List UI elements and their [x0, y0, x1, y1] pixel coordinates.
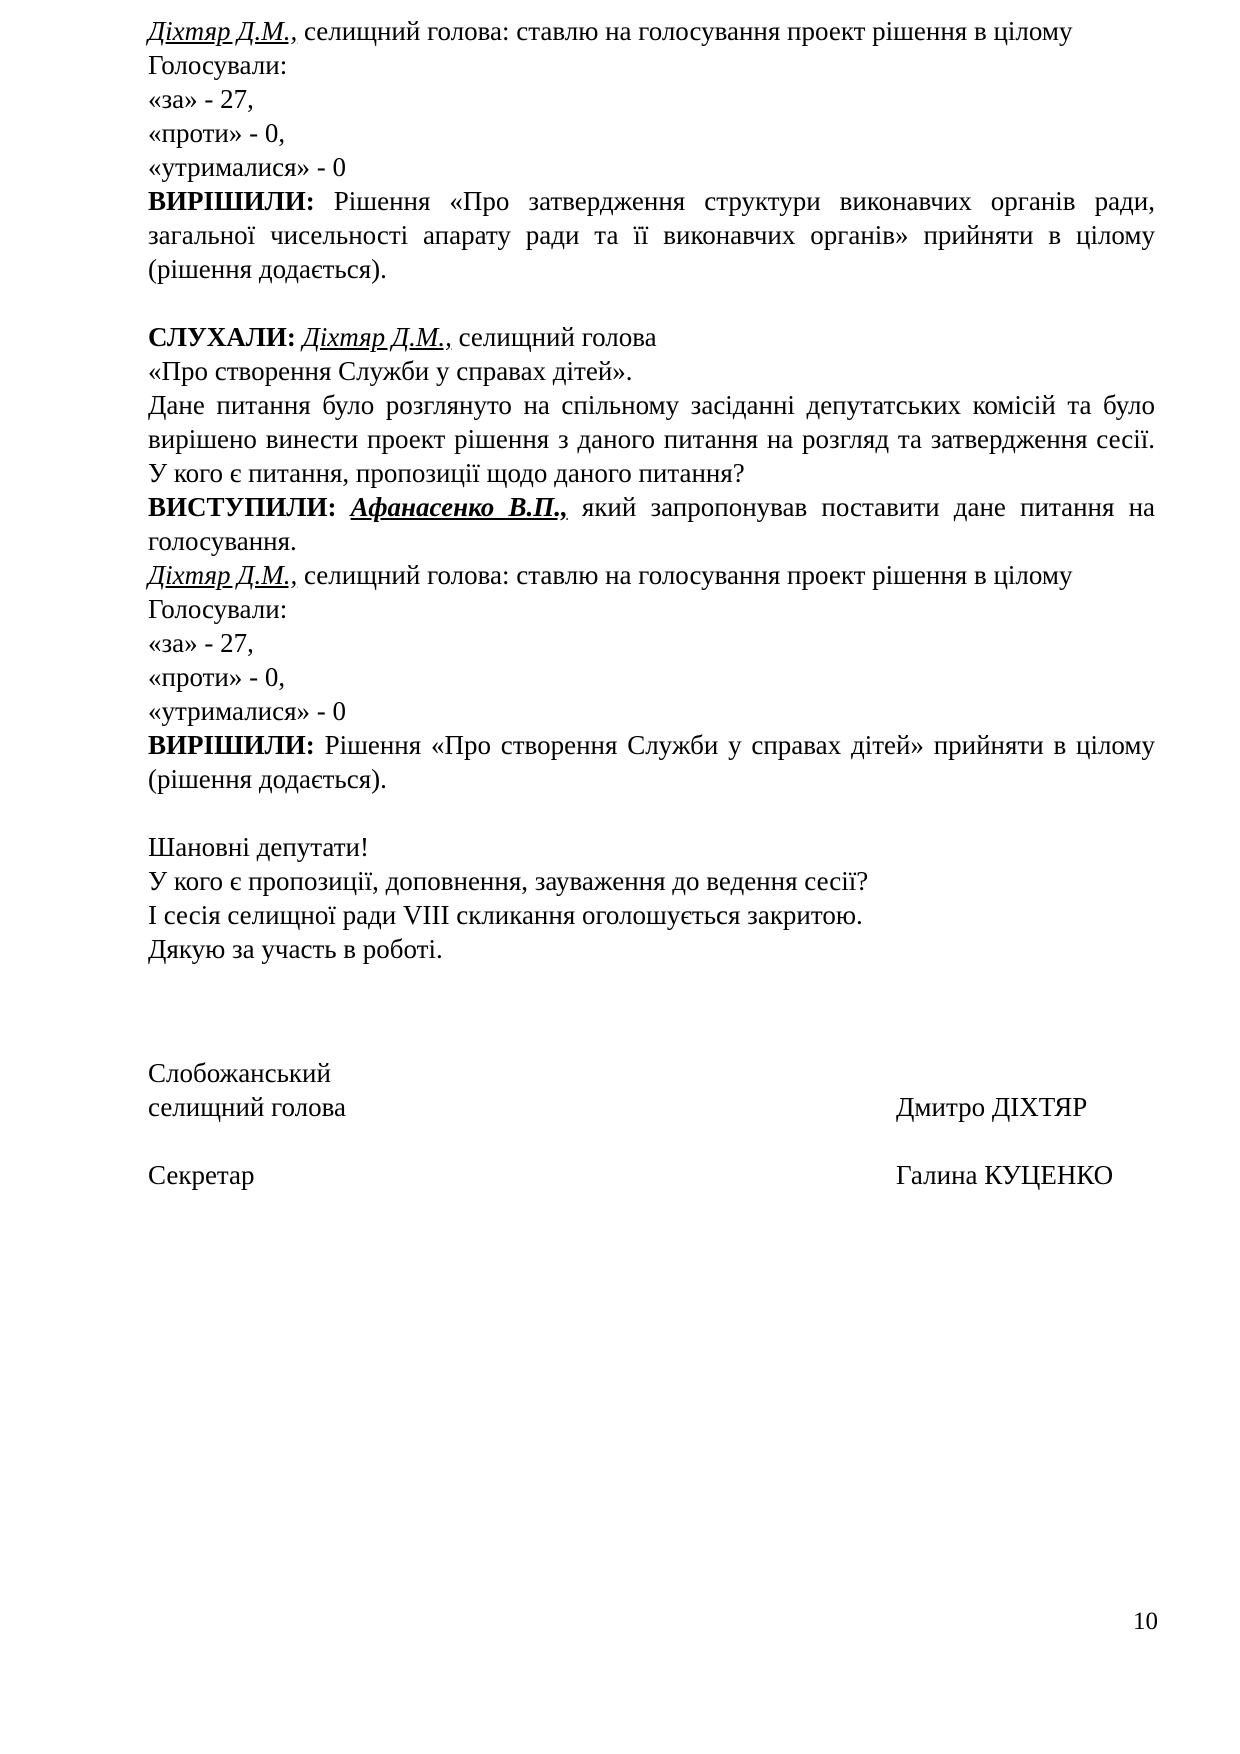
vote-title: Голосували: [148, 594, 288, 624]
secretary-name: Галина КУЦЕНКО [896, 1160, 1114, 1190]
page-number: 10 [1133, 1608, 1158, 1635]
signature-row [148, 1090, 1155, 1124]
closing-line: І сесія селищної ради VIII скликання оголошується закритою. [148, 900, 863, 930]
heard-line [148, 320, 1155, 354]
spoke-label: ВИСТУПИЛИ: [148, 492, 337, 522]
discussion-paragraph: Дане питання було розглянуто на спільному засіданні депутатських комісій та було вирішено винести проект рішення з даного питання на розгляд та затвердження сесії. У кого є питання, пропозиції щодо даного питання? [148, 390, 1155, 488]
heard-label: СЛУХАЛИ: [148, 322, 296, 352]
closing-line: У кого є пропозиції, доповнення, зауваження до ведення сесії? [148, 866, 869, 896]
vote-title: Голосували: [148, 50, 288, 80]
speaker-text: селищний голова: ставлю на голосування проект рішення в цілому [297, 16, 1073, 46]
closing-line: Дякую за участь в роботі. [148, 934, 443, 964]
vote-against: «проти» - 0, [148, 662, 286, 692]
spacer [148, 796, 1155, 830]
head-title-line2: селищний голова [148, 1092, 347, 1122]
signature-spacer [148, 1124, 1155, 1158]
decision-text: Рішення «Про затвердження структури виконавчих органів ради, загальної чисельності апарату ради та її виконавчих органів» прийняти в цілому (рішення додається). [148, 186, 1155, 284]
spoke-paragraph [148, 490, 1155, 558]
vote-abstain: «утрималися» - 0 [148, 152, 347, 182]
signature-block [148, 1056, 1155, 1192]
vote-for: «за» - 27, [148, 628, 254, 658]
protocol-body [148, 14, 1155, 966]
agenda-topic: «Про створення Служби у справах дітей». [148, 356, 633, 386]
speaker-text: селищний голова: ставлю на голосування проект рішення в цілому [297, 560, 1073, 590]
speaker-name: Діхтяр Д.М., [148, 560, 298, 590]
secretary-title: Секретар [148, 1160, 255, 1190]
signature-row [148, 1158, 1155, 1192]
head-name: Дмитро ДІХТЯР [896, 1092, 1088, 1122]
spacer [148, 286, 1155, 320]
chair-vote-call [148, 558, 1155, 592]
decision-paragraph [148, 184, 1155, 286]
signature-row [148, 1056, 1155, 1090]
vote-abstain: «утрималися» - 0 [148, 696, 347, 726]
speaker-role: селищний голова [451, 322, 657, 352]
closing-line: Шановні депутати! [148, 832, 369, 862]
vote-against: «проти» - 0, [148, 118, 286, 148]
spoke-text: який запропонував поставити дане питання на голосування. [148, 492, 1156, 556]
speaker-name: Афанасенко В.П., [350, 492, 568, 522]
decided-label: ВИРІШИЛИ: [148, 730, 315, 760]
head-title-line1: Слобожанський [148, 1058, 331, 1088]
decided-label: ВИРІШИЛИ: [148, 186, 315, 216]
vote-for: «за» - 27, [148, 84, 254, 114]
speaker-name: Діхтяр Д.М., [302, 322, 452, 352]
decision-text: Рішення «Про створення Служби у справах дітей» прийняти в цілому (рішення додається). [148, 730, 1155, 794]
speaker-name: Діхтяр Д.М., [148, 16, 298, 46]
decision-paragraph [148, 728, 1155, 796]
chair-vote-call [148, 14, 1155, 48]
